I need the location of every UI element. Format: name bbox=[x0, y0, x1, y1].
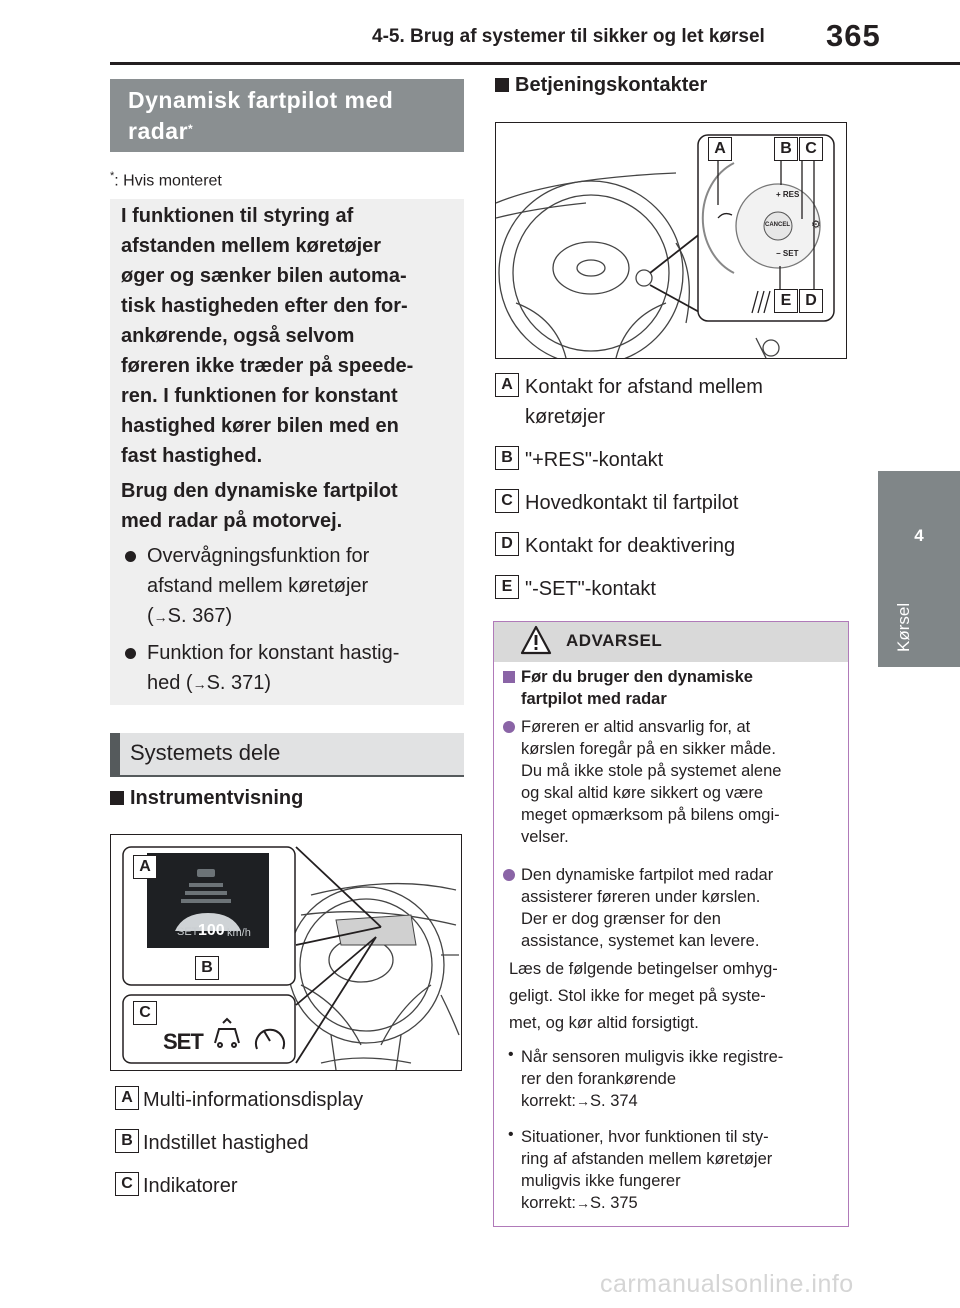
intro-paragraph-2 bbox=[121, 476, 457, 536]
chapter-tab-number: 4 bbox=[914, 526, 924, 545]
bullet-item bbox=[123, 638, 453, 699]
warning-line: Den dynamiske fartpilot med radar bbox=[521, 866, 774, 884]
controls-figure bbox=[495, 122, 847, 359]
square-bullet-icon bbox=[110, 791, 124, 805]
footnote-marker: * bbox=[188, 122, 194, 136]
warning-line: met, og kør altid forsigtigt. bbox=[509, 1014, 699, 1032]
callout-label-e: E bbox=[774, 289, 798, 313]
intro-line: afstanden mellem køretøjer bbox=[121, 235, 382, 257]
warning-line: assisterer føreren under kørslen. bbox=[521, 888, 761, 906]
callout-label-b: B bbox=[774, 137, 798, 161]
warning-line: korrekt: bbox=[521, 1092, 577, 1110]
warning-paragraph bbox=[509, 956, 843, 1037]
warning-subheading bbox=[521, 666, 841, 710]
legend-text: Multi-informationsdisplay bbox=[143, 1089, 364, 1111]
bullet-item bbox=[123, 541, 453, 632]
warning-line: fartpilot med radar bbox=[521, 690, 667, 708]
subheading-controls bbox=[495, 74, 707, 97]
intro-line: fast hastighed. bbox=[121, 445, 263, 467]
legend-text: Indstillet hastighed bbox=[143, 1132, 309, 1154]
intro-line: øger og sænker bilen automa- bbox=[121, 265, 407, 287]
warning-line: rer den forankørende bbox=[521, 1070, 677, 1088]
warning-line: og skal altid køre sikkert og være bbox=[521, 784, 764, 802]
warning-line: Der er dog grænser for den bbox=[521, 910, 721, 928]
intro-line: med radar på motorvej. bbox=[121, 510, 343, 532]
legend-label-a: A bbox=[115, 1086, 139, 1110]
heading-line: radar* bbox=[128, 118, 194, 144]
warning-line: muligvis ikke fungerer bbox=[521, 1172, 681, 1190]
warning-ref-line bbox=[521, 1192, 841, 1214]
res-switch-label[interactable]: + RES bbox=[776, 190, 800, 199]
warning-line: velser. bbox=[521, 828, 569, 846]
footnote-asterisk: * bbox=[110, 170, 115, 182]
arrow-icon: → bbox=[192, 676, 207, 692]
intro-line: ankørende, også selvom bbox=[121, 325, 355, 347]
sub-bullet-icon: • bbox=[508, 1046, 514, 1063]
square-bullet-icon bbox=[495, 78, 509, 92]
footnote-text: : Hvis monteret bbox=[114, 172, 222, 190]
legend-text bbox=[525, 372, 763, 432]
warning-line: meget opmærksom på bilens omgi- bbox=[521, 806, 780, 824]
intro-line: føreren ikke træder på speede- bbox=[121, 355, 414, 377]
section-heading-acc bbox=[110, 79, 464, 152]
subheading-text: Instrumentvisning bbox=[130, 787, 304, 809]
intro-line: tisk hastigheden efter den for- bbox=[121, 295, 408, 317]
callout-label-b: B bbox=[195, 956, 219, 980]
arrow-icon: → bbox=[153, 609, 168, 625]
page-ref-link[interactable]: S. 374 bbox=[590, 1092, 638, 1110]
chapter-tab-text: Kørsel bbox=[894, 602, 913, 652]
sub-bullet-icon: • bbox=[508, 1126, 514, 1143]
bullet-ref-line bbox=[147, 601, 453, 632]
warning-line: Før du bruger den dynamiske bbox=[521, 668, 753, 686]
bullet-line: ( bbox=[147, 605, 154, 627]
legend-text: Indikatorer bbox=[143, 1175, 238, 1197]
legend-label-e: E bbox=[495, 575, 519, 599]
callout-label-c: C bbox=[133, 1001, 157, 1025]
page-ref-link[interactable]: S. 375 bbox=[590, 1194, 638, 1212]
legend-label-d: D bbox=[495, 532, 519, 556]
warning-line: Situationer, hvor funktionen til sty- bbox=[521, 1128, 769, 1146]
legend-line: Kontakt for afstand mellem bbox=[525, 376, 763, 398]
arrow-icon: → bbox=[576, 1093, 591, 1109]
intro-line: hastighed kører bilen med en bbox=[121, 415, 399, 437]
legend-label-b: B bbox=[115, 1129, 139, 1153]
arrow-icon: → bbox=[576, 1195, 591, 1211]
warning-line: Føreren er altid ansvarlig for, at bbox=[521, 718, 751, 736]
legend-text: "-SET"-kontakt bbox=[525, 578, 656, 600]
callout-label-a: A bbox=[708, 137, 732, 161]
cancel-switch-label[interactable]: CANCEL bbox=[765, 222, 790, 228]
callout-label-c: C bbox=[799, 137, 823, 161]
callout-label-d: D bbox=[799, 289, 823, 313]
dot-bullet-icon bbox=[503, 869, 515, 881]
warning-item bbox=[521, 864, 841, 952]
intro-paragraph bbox=[121, 201, 457, 471]
section-heading-parts: Systemets dele bbox=[110, 733, 464, 777]
warning-line: assistance, systemet kan levere. bbox=[521, 932, 760, 950]
callout-label-a: A bbox=[133, 855, 157, 879]
heading-line: Dynamisk fartpilot med bbox=[128, 87, 394, 113]
legend-label-a: A bbox=[495, 373, 519, 397]
bullet-line: afstand mellem køretøjer bbox=[147, 575, 369, 597]
subheading-text: Betjeningskontakter bbox=[515, 74, 708, 96]
warning-triangle-icon bbox=[520, 625, 552, 655]
footnote bbox=[110, 170, 222, 190]
warning-subitem bbox=[521, 1126, 841, 1214]
legend-label-b: B bbox=[495, 446, 519, 470]
display-set-label: SET bbox=[177, 926, 199, 938]
chapter-tab-label bbox=[892, 574, 920, 654]
warning-line: Du må ikke stole på systemet alene bbox=[521, 762, 782, 780]
warning-line: Læs de følgende betingelser omhyg- bbox=[509, 960, 778, 978]
display-unit: km/h bbox=[227, 927, 251, 939]
bullet-line: Funktion for konstant hastig- bbox=[147, 642, 400, 664]
dot-bullet-icon bbox=[503, 721, 515, 733]
intro-line: Brug den dynamiske fartpilot bbox=[121, 480, 398, 502]
page-ref-link[interactable]: S. 367) bbox=[167, 605, 233, 627]
page-ref-link[interactable]: S. 371) bbox=[206, 672, 272, 694]
display-speed: 100 bbox=[198, 922, 225, 939]
set-switch-label[interactable]: − SET bbox=[776, 249, 799, 258]
bullet-ref-line bbox=[147, 668, 453, 699]
bullet-line: Overvågningsfunktion for bbox=[147, 545, 370, 567]
watermark: carmanualsonline.info bbox=[600, 1270, 854, 1298]
intro-line: I funktionen til styring af bbox=[121, 205, 354, 227]
legend-text: Hovedkontakt til fartpilot bbox=[525, 492, 739, 514]
legend-line: køretøjer bbox=[525, 406, 605, 428]
warning-title: ADVARSEL bbox=[566, 631, 663, 650]
warning-subitem bbox=[521, 1046, 841, 1112]
subheading-instrument bbox=[110, 787, 303, 810]
legend-label-c: C bbox=[495, 489, 519, 513]
set-indicator: SET bbox=[163, 1029, 203, 1054]
legend-text: Kontakt for deaktivering bbox=[525, 535, 736, 557]
warning-item bbox=[521, 716, 841, 848]
warning-ref-line bbox=[521, 1090, 841, 1112]
warning-line: ring af afstanden mellem køretøjer bbox=[521, 1150, 773, 1168]
page-number: 365 bbox=[826, 18, 881, 53]
warning-line: geligt. Stol ikke for meget på syste- bbox=[509, 987, 766, 1005]
header-rule bbox=[110, 62, 960, 65]
intro-line: ren. I funktionen for konstant bbox=[121, 385, 398, 407]
legend-text: "+RES"-kontakt bbox=[525, 449, 664, 471]
main-switch-icon[interactable]: ⚙ bbox=[811, 219, 821, 231]
legend-label-c: C bbox=[115, 1172, 139, 1196]
bullet-line: hed ( bbox=[147, 672, 193, 694]
chapter-title: 4-5. Brug af systemer til sikker og let kørsel bbox=[372, 26, 765, 47]
square-bullet-icon bbox=[503, 671, 515, 683]
warning-line: Når sensoren muligvis ikke registre- bbox=[521, 1048, 784, 1066]
instrument-figure bbox=[110, 834, 462, 1071]
warning-line: korrekt: bbox=[521, 1194, 577, 1212]
warning-line: kørslen foregår på en sikker måde. bbox=[521, 740, 776, 758]
